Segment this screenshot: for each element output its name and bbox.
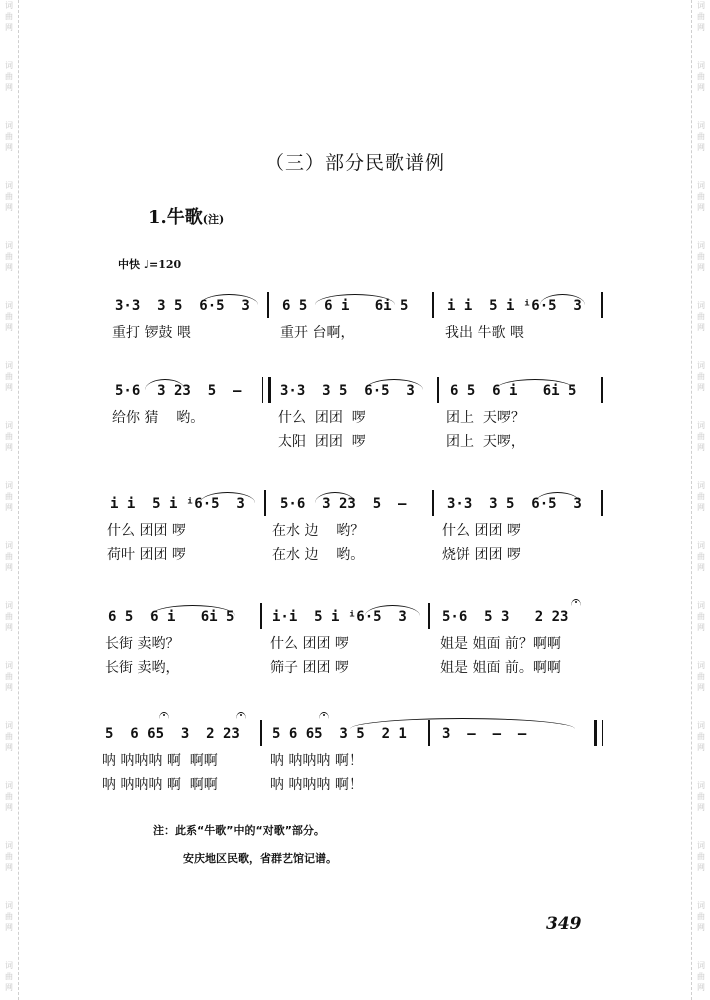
watermark-char: 词 [5, 241, 13, 250]
watermark-char: 网 [697, 983, 705, 992]
watermark-char: 词 [5, 601, 13, 610]
lyric-line: 什么 团团 啰 [278, 410, 366, 426]
lyric-line: 长街 卖哟， [105, 660, 180, 676]
watermark-char: 曲 [5, 432, 13, 441]
watermark-char: 词 [5, 481, 13, 490]
watermark-char: 曲 [5, 972, 13, 981]
score-row-4 [0, 603, 710, 693]
lyric-line: 给你 猜 哟。 [112, 410, 205, 426]
measure-notes: 3·3 3 5 6·5 3 [115, 298, 250, 314]
bar-line [601, 292, 603, 318]
watermark-char: 词 [697, 541, 705, 550]
lyric-line: 在水 边 哟。 [272, 547, 365, 563]
watermark-char: 网 [697, 623, 705, 632]
fermata-mark [236, 712, 246, 719]
watermark-char: 曲 [5, 372, 13, 381]
watermark-char: 网 [5, 983, 13, 992]
watermark-char: 词 [5, 541, 13, 550]
lyric-line: 团上 天啰， [446, 434, 525, 450]
measure-notes: 3·3 3 5 6·5 3 [447, 496, 582, 512]
lyric-line: 重打 锣鼓 喂 [112, 325, 191, 341]
lyric-line: 呐 呐呐呐 啊 啊啊 [102, 777, 218, 793]
watermark-char: 网 [697, 503, 705, 512]
watermark-char: 曲 [697, 612, 705, 621]
lyric-line: 什么 团团 啰 [270, 636, 349, 652]
watermark-char: 曲 [697, 372, 705, 381]
watermark-char: 词 [697, 901, 705, 910]
watermark-char: 网 [5, 923, 13, 932]
watermark-char: 曲 [5, 792, 13, 801]
watermark-char: 网 [697, 83, 705, 92]
bar-line [267, 292, 269, 318]
watermark-char: 词 [5, 61, 13, 70]
bar-line [601, 490, 603, 516]
watermark-char: 网 [697, 563, 705, 572]
bar-line [437, 377, 439, 403]
watermark-char: 词 [697, 841, 705, 850]
watermark-char: 词 [5, 1, 13, 10]
watermark-char: 词 [5, 361, 13, 370]
measure-notes: 5·6 5 3 2 23 [442, 609, 569, 625]
watermark-char: 网 [697, 323, 705, 332]
watermark-char: 曲 [697, 492, 705, 501]
lyric-line: 太阳 团团 啰 [278, 434, 366, 450]
watermark-char: 曲 [697, 12, 705, 21]
tempo-marking: 中快 ♩=120 [118, 258, 182, 271]
watermark-char: 曲 [5, 312, 13, 321]
watermark-char: 曲 [697, 792, 705, 801]
watermark-char: 网 [5, 863, 13, 872]
watermark-char: 网 [5, 383, 13, 392]
watermark-char: 词 [5, 301, 13, 310]
watermark-char: 词 [697, 481, 705, 490]
measure-notes: i·i 5 i ⁱ6·5 3 [272, 609, 407, 625]
watermark-char: 网 [697, 23, 705, 32]
watermark-char: 曲 [5, 852, 13, 861]
watermark-char: 词 [5, 961, 13, 970]
measure-notes: i i 5 i ⁱ6·5 3 [447, 298, 582, 314]
lyric-line: 长街 卖哟？ [105, 636, 180, 652]
lyric-line: 我出 牛歌 喂 [445, 325, 524, 341]
watermark-char: 曲 [697, 912, 705, 921]
measure-notes: 6 5 6 i 6i 5 [108, 609, 235, 625]
lyric-line: 姐是 姐面 前。啊啊 [440, 660, 561, 676]
end-repeat-bar-line [594, 720, 603, 746]
watermark-char: 词 [697, 361, 705, 370]
measure-notes: 5 6 65 3 2 23 [105, 726, 240, 742]
watermark-char: 词 [5, 901, 13, 910]
footnote-line-1: 注：此系“牛歌”中的“对歌”部分。 [153, 824, 325, 837]
watermark-char: 曲 [5, 612, 13, 621]
watermark-char: 词 [5, 661, 13, 670]
watermark-char: 词 [697, 601, 705, 610]
watermark-char: 词 [697, 301, 705, 310]
watermark-char: 网 [697, 863, 705, 872]
lyric-line: 呐 呐呐呐 啊 啊啊 [102, 753, 218, 769]
watermark-char: 词 [697, 181, 705, 190]
watermark-char: 曲 [5, 552, 13, 561]
watermark-char: 网 [697, 803, 705, 812]
watermark-char: 网 [5, 743, 13, 752]
watermark-char: 曲 [5, 72, 13, 81]
score-row-1 [0, 292, 710, 382]
page-number: 349 [546, 914, 582, 934]
watermark-char: 词 [5, 781, 13, 790]
watermark-char: 曲 [697, 732, 705, 741]
watermark-char: 词 [697, 241, 705, 250]
lyric-line: 重开 台啊， [280, 325, 355, 341]
bar-line [428, 603, 430, 629]
bar-line [428, 720, 430, 746]
watermark-char: 曲 [697, 312, 705, 321]
bar-line [260, 720, 262, 746]
lyric-line: 呐 呐呐呐 啊！ [270, 753, 363, 769]
lyric-line: 烧饼 团团 啰 [442, 547, 521, 563]
bar-line [260, 603, 262, 629]
watermark-char: 曲 [697, 552, 705, 561]
lyric-line: 筛子 团团 啰 [270, 660, 349, 676]
bar-line [601, 377, 603, 403]
watermark-char: 词 [697, 961, 705, 970]
footnote-line-2: 安庆地区民歌，省群艺馆记谱。 [183, 852, 337, 865]
watermark-char: 曲 [697, 852, 705, 861]
measure-notes: 3 — — — [442, 726, 527, 742]
watermark-char: 网 [5, 23, 13, 32]
watermark-char: 网 [5, 143, 13, 152]
bar-line [264, 490, 266, 516]
watermark-char: 网 [697, 683, 705, 692]
watermark-char: 曲 [697, 252, 705, 261]
lyric-line: 什么 团团 啰 [107, 523, 186, 539]
watermark-char: 网 [5, 443, 13, 452]
watermark-char: 曲 [697, 672, 705, 681]
watermark-char: 词 [5, 421, 13, 430]
watermark-char: 网 [5, 623, 13, 632]
watermark-char: 网 [5, 203, 13, 212]
watermark-char: 网 [697, 263, 705, 272]
watermark-char: 曲 [5, 912, 13, 921]
lyric-line: 荷叶 团团 啰 [107, 547, 186, 563]
watermark-char: 词 [697, 721, 705, 730]
watermark-char: 网 [697, 443, 705, 452]
watermark-char: 网 [697, 383, 705, 392]
measure-notes: i i 5 i ⁱ6·5 3 [110, 496, 245, 512]
song-title-text: 1.牛歌 [148, 207, 203, 228]
lyric-line: 什么 团团 啰 [442, 523, 521, 539]
watermark-char: 曲 [5, 492, 13, 501]
fermata-mark [571, 599, 581, 606]
watermark-char: 词 [697, 421, 705, 430]
watermark-char: 词 [697, 1, 705, 10]
watermark-char: 网 [697, 923, 705, 932]
watermark-char: 曲 [5, 12, 13, 21]
watermark-char: 词 [697, 661, 705, 670]
watermark-char: 网 [5, 323, 13, 332]
watermark-char: 网 [5, 803, 13, 812]
measure-notes: 5 6 65 3 5 2 1 [272, 726, 407, 742]
bar-line [432, 292, 434, 318]
watermark-char: 曲 [697, 972, 705, 981]
watermark-char: 网 [5, 83, 13, 92]
repeat-bar-line [262, 377, 271, 403]
lyric-line: 姐是 姐面 前？啊啊 [440, 636, 561, 652]
measure-notes: 3·3 3 5 6·5 3 [280, 383, 415, 399]
lyric-line: 团上 天啰？ [446, 410, 525, 426]
watermark-char: 词 [5, 121, 13, 130]
score-row-5 [0, 720, 710, 810]
measure-notes: 6 5 6 i 6i 5 [450, 383, 577, 399]
watermark-char: 词 [697, 121, 705, 130]
watermark-char: 曲 [5, 732, 13, 741]
watermark-char: 网 [697, 743, 705, 752]
song-title [148, 203, 224, 229]
watermark-char: 网 [5, 503, 13, 512]
score-row-3 [0, 490, 710, 580]
watermark-char: 词 [697, 61, 705, 70]
song-note-mark: (注) [202, 213, 225, 226]
watermark-char: 词 [5, 721, 13, 730]
lyric-line: 呐 呐呐呐 啊！ [270, 777, 363, 793]
watermark-char: 曲 [697, 192, 705, 201]
score-row-2 [0, 377, 710, 467]
measure-notes: 6 5 6 i 6i 5 [282, 298, 409, 314]
watermark-char: 曲 [697, 72, 705, 81]
watermark-char: 网 [697, 203, 705, 212]
watermark-char: 曲 [697, 132, 705, 141]
section-heading: （三）部分民歌谱例 [264, 152, 445, 174]
measure-notes: 5·6 3 23 5 — [280, 496, 407, 512]
watermark-char: 词 [697, 781, 705, 790]
watermark-char: 网 [5, 563, 13, 572]
watermark-char: 曲 [5, 672, 13, 681]
fermata-mark [159, 712, 169, 719]
fermata-mark [319, 712, 329, 719]
watermark-char: 曲 [5, 252, 13, 261]
lyric-line: 在水 边 哟？ [272, 523, 365, 539]
watermark-char: 曲 [5, 192, 13, 201]
bar-line [432, 490, 434, 516]
watermark-char: 网 [5, 683, 13, 692]
watermark-char: 网 [5, 263, 13, 272]
watermark-char: 曲 [5, 132, 13, 141]
watermark-char: 词 [5, 181, 13, 190]
measure-notes: 5·6 3 23 5 — [115, 383, 242, 399]
watermark-char: 曲 [697, 432, 705, 441]
watermark-char: 词 [5, 841, 13, 850]
watermark-char: 网 [697, 143, 705, 152]
